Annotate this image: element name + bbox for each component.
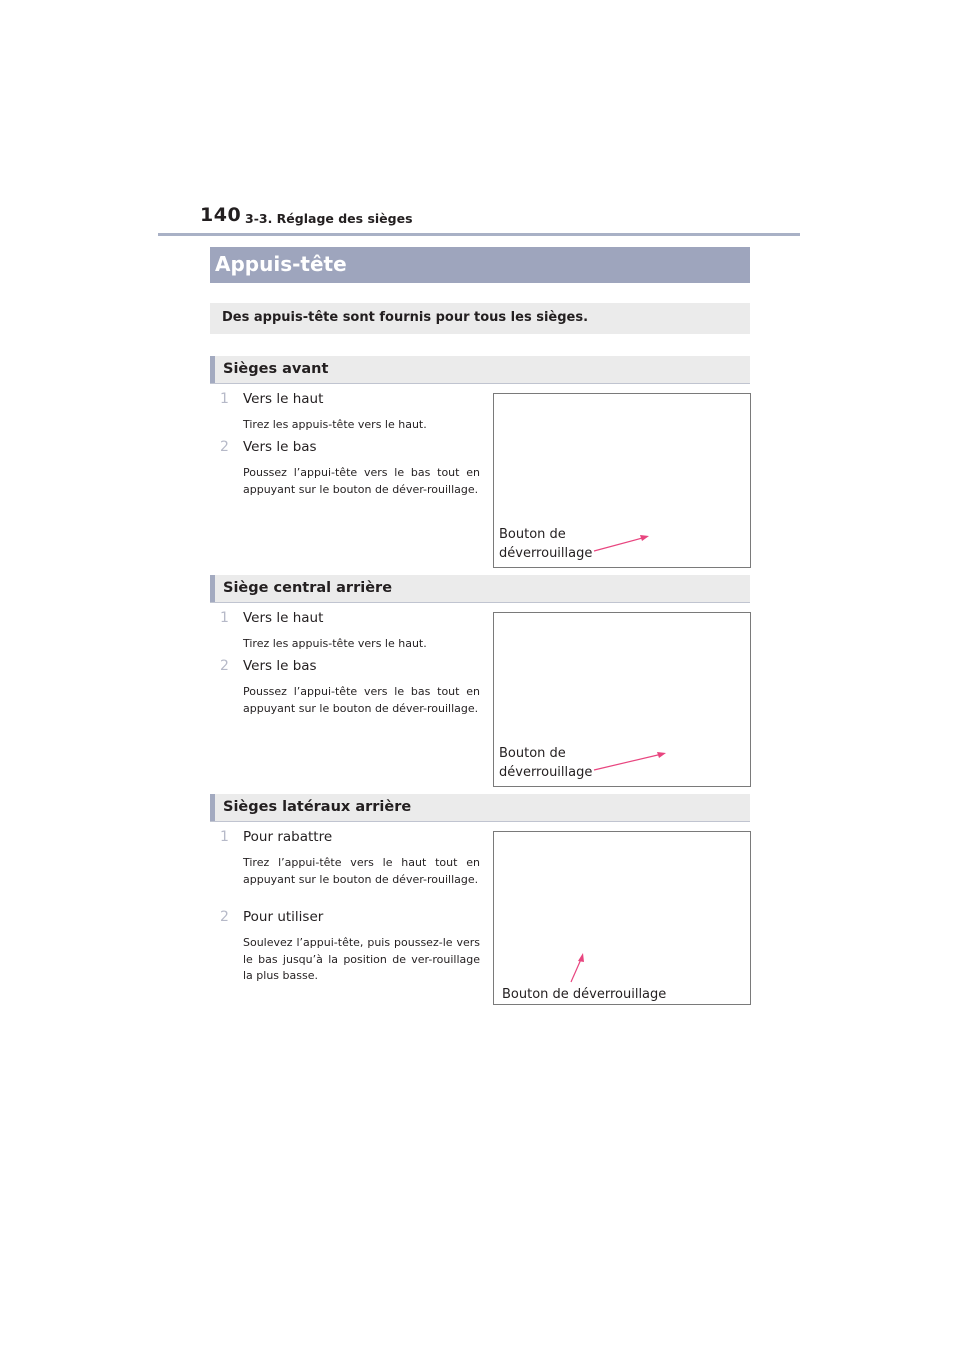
step-number: 1 xyxy=(220,391,229,407)
step-description: Tirez les appuis-tête vers le haut. xyxy=(243,637,427,650)
section-heading-text: Sièges latéraux arrière xyxy=(223,799,412,815)
page-number: 140 xyxy=(200,204,242,226)
intro-box xyxy=(210,303,750,334)
step-title: Pour rabattre xyxy=(243,829,333,845)
step-description: Poussez l’appui-tête vers le bas tout en appuyant sur le bouton de déver-rouillage. xyxy=(243,466,480,496)
step-title: Vers le haut xyxy=(243,610,324,626)
page-title: Appuis-tête xyxy=(215,252,347,276)
step-description: Poussez l’appui-tête vers le bas tout en appuyant sur le bouton de déver-rouillage. xyxy=(243,685,480,715)
figure-label: Bouton de déverrouillage xyxy=(499,527,593,561)
step-title: Vers le bas xyxy=(243,439,317,455)
header-rule xyxy=(158,233,800,236)
step-description: Tirez les appuis-tête vers le haut. xyxy=(243,418,427,431)
page-title-bar xyxy=(210,247,750,283)
section-heading-front-seats xyxy=(210,356,750,384)
section-heading-rear-center-seat xyxy=(210,575,750,603)
figure-rear-side-headrest xyxy=(493,831,751,1005)
step-number: 2 xyxy=(220,658,229,674)
step-description: Soulevez l’appui-tête, puis poussez-le vers le bas jusqu’à la position de ver-rouillage la plus basse. xyxy=(243,936,480,982)
step-number: 2 xyxy=(220,909,229,925)
section-heading-text: Siège central arrière xyxy=(223,580,393,596)
step-title: Vers le bas xyxy=(243,658,317,674)
step-number: 1 xyxy=(220,610,229,626)
figure-label: Bouton de déverrouillage xyxy=(502,987,667,1002)
step-number: 1 xyxy=(220,829,229,845)
figure-label: Bouton de déverrouillage xyxy=(499,746,593,780)
intro-text: Des appuis-tête sont fournis pour tous les sièges. xyxy=(222,310,589,325)
section-heading-text: Sièges avant xyxy=(223,361,329,377)
step-description: Tirez l’appui-tête vers le haut tout en appuyant sur le bouton de déver-rouillage. xyxy=(243,856,480,886)
pointer-arrow-icon xyxy=(494,832,750,1004)
chapter-title: 3-3. Réglage des sièges xyxy=(245,211,413,226)
step-title: Vers le haut xyxy=(243,391,324,407)
step-number: 2 xyxy=(220,439,229,455)
section-heading-rear-side-seats xyxy=(210,794,750,822)
figure-rear-center-headrest xyxy=(493,612,751,787)
step-title: Pour utiliser xyxy=(243,909,324,925)
figure-front-seat-headrest xyxy=(493,393,751,568)
